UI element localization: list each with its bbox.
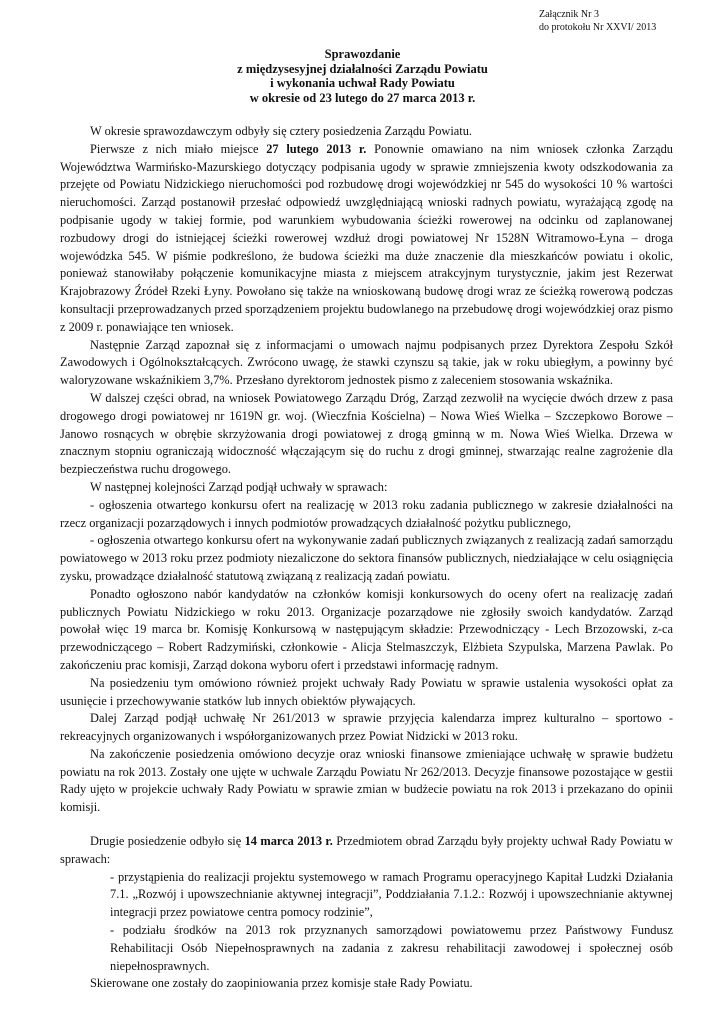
title-line-4: w okresie od 23 lutego do 27 marca 2013 r. xyxy=(249,90,476,105)
annex-number: Załącznik Nr 3 xyxy=(539,9,599,20)
resolution-item-2: - ogłoszenia otwartego konkursu ofert na wykonywanie zadań publicznych związanych z realizacją zadań samorządu powiatowego w 2013 roku przez podmioty niezaliczone do sektora finansów publicznych, niedziałające w celu osiągnięcia zysku, prowadzące działalność statutową związaną z realizacją zadań powiatu. xyxy=(60,533,673,583)
first-meeting-date: 27 lutego 2013 r. xyxy=(266,141,367,156)
draft-resolution-item-2: - podziału środków na 2013 rok przyznanych samorządowi powiatowemu przez Państwowy Fundusz Rehabilitacji Osób Niepełnosprawnych na zadania z zakresu rehabilitacji zawodowej i społecznej osób niepełnosprawnych. xyxy=(110,923,673,973)
paragraph-budget-changes: Na zakończenie posiedzenia omówiono decyzje oraz wnioski finansowe zmieniające uchwałę w sprawie budżetu powiatu na rok 2013. Zostały one ujęte w uchwale Zarządu Powiatu Nr 262/2013. Decyzje finansowe pozostające w gestii Rady ujęto w projekcie uchwały Rady Powiatu w sprawie zmian w budżecie powiatu na rok 2013 i przekazano do opinii komisji. xyxy=(60,746,673,815)
paragraph-tree-removal: W dalszej części obrad, na wniosek Powiatowego Zarządu Dróg, Zarząd zezwolił na wycięcie dwóch drzew z pasa drogowego drogi powiatowej nr 1619N gr. woj. (Wieczfnia Kościelna) – Nowa Wieś Wielka – Szczepkowo Borowe – Janowo rosnących w obrębie skrzyżowania drogi powiatowej z drogą gminną w m. Nowa Wieś Wielka. Drzewa w znacznym stopniu ograniczają widoczność włączającym się do ruchu z drogi gminnej, stwarzając realne zagrożenie dla bezpieczeństwa ruchu drogowego. xyxy=(60,390,673,477)
title-line-1: Sprawozdanie xyxy=(324,47,401,61)
title-line-3: i wykonania uchwał Rady Powiatu xyxy=(270,76,455,90)
resolution-item-1: - ogłoszenia otwartego konkursu ofert na realizację w 2013 roku zadania publicznego w zakresie działalności na rzecz organizacji pozarządowych i innych podmiotów prowadzących działalność pożytku publicznego, xyxy=(60,497,673,530)
annex-reference xyxy=(539,9,656,34)
paragraph-committee-referral: Skierowane one zostały do zaopiniowania przez komisje stałe Rady Powiatu. xyxy=(90,976,473,991)
section-gap xyxy=(60,817,673,833)
draft-resolution-item-1: - przystąpienia do realizacji projektu systemowego w ramach Programu operacyjnego Kapitał Ludzki Działania 7.1. „Rozwój i upowszechnianie aktywnej integracji”, Poddziałania 7.1.2.: Rozwój i upowszechnianie aktywnej integracji przez powiatowe centra pomocy rodzinie”, xyxy=(110,869,673,920)
second-meeting-text: Przedmiotem obrad Zarządu były projekty uchwał Rady Powiatu w sprawach: xyxy=(60,834,673,866)
paragraph-lease-agreements: Następnie Zarząd zapoznał się z informacjami o umowach najmu podpisanych przez Dyrektora Zespołu Szkół Zawodowych i Ogólnokształcących. Zwrócono uwagę, że stawki czynszu są takie, jak w roku ubiegłym, a powinny być waloryzowane wskaźnikiem 3,7%. Przesłano dyrektorom jednostek pismo z zaleceniem stosowania wskaźnika. xyxy=(60,337,673,388)
protocol-reference: do protokołu Nr XXVI/ 2013 xyxy=(539,21,657,33)
first-meeting-lead: Pierwsze z nich miało miejsce xyxy=(90,141,267,156)
paragraph-first-meeting xyxy=(60,141,673,337)
paragraph-second-meeting xyxy=(60,833,673,869)
paragraph-competition-committee: Ponadto ogłoszono nabór kandydatów na członków komisji konkursowych do oceny ofert na realizację zadań publicznych Powiatu Nidzickiego w roku 2013. Organizacje pozarządowe nie zgłosiły swoich kandydatów. Zarząd powołał więc 19 marca br. Komisję Konkursową w następującym składzie: Przewodniczący - Lech Brzozowski, z-ca przewodniczącego – Robert Radzymiński, członkowie - Alicja Stelmaszczyk, Elżbieta Szypulska, Marzena Pawlak. Po zakończeniu prac komisji, Zarząd dokona wyboru ofert i przedstawi informację radnym. xyxy=(60,586,673,672)
paragraph-intro: W okresie sprawozdawczym odbyły się cztery posiedzenia Zarządu Powiatu. xyxy=(90,124,473,138)
second-meeting-date: 14 marca 2013 r. xyxy=(244,834,333,849)
document-title xyxy=(0,47,725,105)
paragraph-resolutions-intro: W następnej kolejności Zarząd podjął uchwały w sprawach: xyxy=(90,479,388,494)
paragraph-fees-resolution: Na posiedzeniu tym omówiono również projekt uchwały Rady Powiatu w sprawie ustalenia wysokości opłat za usunięcie i przechowywanie statków lub innych obiektów pływających. xyxy=(60,675,673,708)
second-meeting-lead: Drugie posiedzenie odbyło się xyxy=(90,834,245,849)
title-line-2: z międzysesyjnej działalności Zarządu Powiatu xyxy=(237,61,488,76)
document-body xyxy=(60,123,673,993)
paragraph-events-calendar: Dalej Zarząd podjął uchwałę Nr 261/2013 w sprawie przyjęcia kalendarza imprez kulturalno – sportowo - rekreacyjnych organizowanych i współorganizowanych przez Powiat Nidzicki w 2013 roku. xyxy=(60,711,673,744)
first-meeting-text: Ponownie omawiano na nim wniosek członka Zarządu Województwa Warmińsko-Mazurskiego dotyczący podpisania ugody w sprawie zmniejszenia kwoty odszkodowania za przejęte od Powiatu Nidzickiego nieruchomości pod rozbudowę drogi wojewódzkiej nr 545 do wysokości 10 % wartości nieruchomości. Zarząd postanowił przesłać odpowiedź uwzględniającą wnioski radnych powiatu, wyrażającą zgodę na podpisanie ugody w takiej formie, pod warunkiem wybudowania ścieżki rowerowej na odcinku od zaplanowanej rozbudowy drogi do istniejącej ścieżki rowerowej wzdłuż drogi powiatowej Nr 1528N Witramowo-Łyna – droga wojewódzka 545. W piśmie podkreślono, że budowa ścieżki ma duże znaczenie dla mieszkańców powiatu i okolic, ponieważ stanowiłaby połączenie komunikacyjne miasta z miejscem atrakcyjnym turystycznie, jakim jest Rezerwat Krajobrazowy Źródeł Rzeki Łyny. Powołano się także na wnioskowaną budowę drogi wraz ze ścieżką rowerową podczas konsultacji przeprowadzanych przed sporządzeniem projektu budowlanego na przebudowę drogi wojewódzkiej oraz pismo z 2009 r. ponawiające ten wniosek. xyxy=(60,141,673,334)
